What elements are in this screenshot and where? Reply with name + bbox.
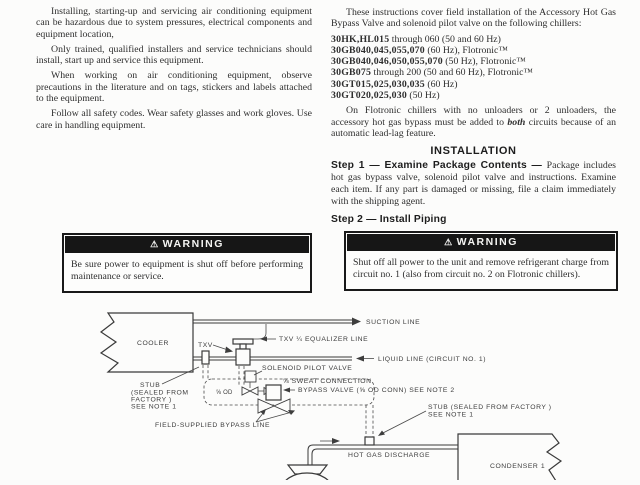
txv-stem bbox=[240, 344, 246, 349]
step1-title: Step 1 — Examine Package Contents — bbox=[331, 160, 547, 172]
stub-left-label: SEE NOTE 1 bbox=[131, 403, 177, 411]
safety-paragraph: Only trained, qualified installers and service technicians should install, start up and service this equipment. bbox=[36, 43, 312, 67]
txv-body bbox=[236, 349, 250, 365]
bypass-valve-symbol bbox=[274, 399, 290, 413]
model-number: 30GB075 bbox=[331, 67, 372, 79]
model-detail: (50 Hz) bbox=[406, 90, 440, 102]
model-number: 30GT015,025,030,035 bbox=[331, 78, 425, 90]
note-text: circuits because of an automatic lead-lag feature. bbox=[331, 116, 617, 139]
model-number: 30GB040,045,055,070 bbox=[331, 44, 425, 56]
hot-gas-stub bbox=[365, 437, 374, 445]
safety-paragraph: Follow all safety codes. Wear safety glasses and work gloves. Use care in handling equipment. bbox=[36, 108, 312, 131]
step1-body: Package includes hot gas bypass valve, solenoid pilot valve and instructions. Examine each item. If any part is damaged or missing, file a claim immediately with the shipping agent. bbox=[331, 160, 616, 207]
condenser-label: CONDENSER 1 bbox=[490, 463, 546, 470]
safety-paragraph: When working on air conditioning equipment, observe precautions in the literature and on tags, stickers and labels attached to the equipment. bbox=[36, 70, 312, 105]
solenoid-valve-symbol bbox=[245, 371, 256, 382]
bypass-arrow bbox=[283, 388, 290, 393]
model-list-item bbox=[331, 45, 616, 56]
left-column bbox=[36, 6, 312, 135]
piping-diagram bbox=[0, 295, 640, 480]
stub-right-leader bbox=[381, 411, 426, 434]
warning-header bbox=[347, 234, 615, 251]
chiller-model-list bbox=[331, 34, 616, 102]
model-number: 30GB040,046,050,055,070 bbox=[331, 56, 443, 68]
stub-left-label: FACTORY ) bbox=[131, 396, 172, 404]
equalizer-arrow bbox=[260, 337, 267, 342]
step2-title: Step 2 — Install Piping bbox=[331, 214, 447, 226]
warning-title: WARNING bbox=[456, 236, 518, 248]
sweat-connection-label: ⅝ SWEAT CONNECTION bbox=[283, 378, 372, 385]
installation-heading: INSTALLATION bbox=[430, 145, 517, 158]
shutoff-valve-symbol bbox=[242, 387, 250, 395]
warning-title: WARNING bbox=[162, 238, 224, 250]
equalizer-label: TXV ¼ EQUALIZER LINE bbox=[279, 336, 369, 343]
model-list-item bbox=[331, 90, 616, 101]
model-detail: (60 Hz), Flotronic™ bbox=[424, 44, 508, 56]
flow-arrow bbox=[332, 438, 340, 444]
field-bypass-label: FIELD-SUPPLIED BYPASS LINE bbox=[155, 422, 271, 429]
bypass-valve-label: BYPASS VALVE (⅝ OD CONN) SEE NOTE 2 bbox=[298, 387, 455, 394]
model-list-item bbox=[331, 67, 616, 78]
model-number: 30GT020,025,030 bbox=[331, 90, 407, 102]
intro-paragraph: These instructions cover field installation of the Accessory Hot Gas Bypass Valve and solenoid pilot valve on the following chillers: bbox=[331, 7, 616, 30]
model-list-item bbox=[331, 34, 616, 45]
warning-body: Be sure power to equipment is shut off before performing maintenance or service. bbox=[71, 259, 303, 282]
equalizer-line bbox=[250, 324, 266, 339]
warning-header bbox=[65, 236, 309, 253]
model-detail: (50 Hz), Flotronic™ bbox=[442, 56, 526, 68]
model-list-item bbox=[331, 79, 616, 90]
model-detail: through 060 (50 and 60 Hz) bbox=[389, 33, 501, 45]
right-column bbox=[331, 0, 616, 226]
flotronic-note bbox=[331, 105, 616, 139]
model-number: 30HK,HL015 bbox=[331, 33, 390, 45]
bypass-valve-symbol bbox=[258, 399, 274, 413]
od-label: ⅝ OD bbox=[216, 390, 233, 396]
txv-cap bbox=[233, 339, 253, 344]
condenser-box bbox=[458, 434, 561, 480]
txv-arrow bbox=[225, 347, 233, 354]
shutoff-valve-symbol bbox=[250, 387, 258, 395]
stub-right-label: SEE NOTE 1 bbox=[428, 411, 474, 419]
liquid-line-label: LIQUID LINE (CIRCUIT NO. 1) bbox=[378, 356, 487, 363]
stub-left-label: STUB bbox=[140, 382, 161, 389]
note-emphasis: both bbox=[507, 116, 526, 128]
note-text: On Flotronic chillers with no unloaders or 2 unloaders, the accessory hot gas bypass must be added to bbox=[331, 105, 616, 128]
warning-box-power bbox=[62, 233, 312, 293]
compressor-symbol bbox=[282, 473, 332, 480]
liquid-arrow bbox=[356, 356, 364, 362]
model-list-item bbox=[331, 56, 616, 67]
hot-gas-label: HOT GAS DISCHARGE bbox=[348, 452, 431, 459]
bypass-valve-body bbox=[266, 385, 281, 400]
warning-icon: ⚠ bbox=[444, 237, 453, 247]
txv-label: TXV bbox=[198, 342, 213, 349]
suction-line-label: SUCTION LINE bbox=[366, 319, 421, 326]
model-detail: through 200 (50 and 60 Hz), Flotronic™ bbox=[371, 67, 534, 79]
safety-paragraph: Installing, starting-up and servicing air conditioning equipment can be hazardous due to system pressures, electrical components and equipment location, bbox=[36, 6, 312, 40]
liquid-stub bbox=[202, 351, 209, 364]
warning-icon: ⚠ bbox=[150, 239, 159, 249]
warning-box-refrigerant bbox=[344, 231, 618, 291]
field-leader bbox=[256, 412, 292, 422]
step2-heading bbox=[331, 214, 616, 226]
stub-left-label: (SEALED FROM bbox=[131, 389, 189, 397]
solenoid-label: SOLENOID PILOT VALVE bbox=[262, 365, 353, 372]
step1-paragraph bbox=[331, 160, 616, 207]
cooler-label: COOLER bbox=[137, 340, 170, 347]
suction-arrow bbox=[352, 318, 361, 326]
stub-right-label: STUB (SEALED FROM FACTORY ) bbox=[428, 404, 552, 411]
warning-body: Shut off all power to the unit and remove refrigerant charge from circuit no. 1 (also from circuit no. 2 on Flotronic chillers). bbox=[353, 257, 609, 280]
stub-right-arrow bbox=[378, 431, 385, 437]
model-detail: (60 Hz) bbox=[424, 78, 458, 90]
